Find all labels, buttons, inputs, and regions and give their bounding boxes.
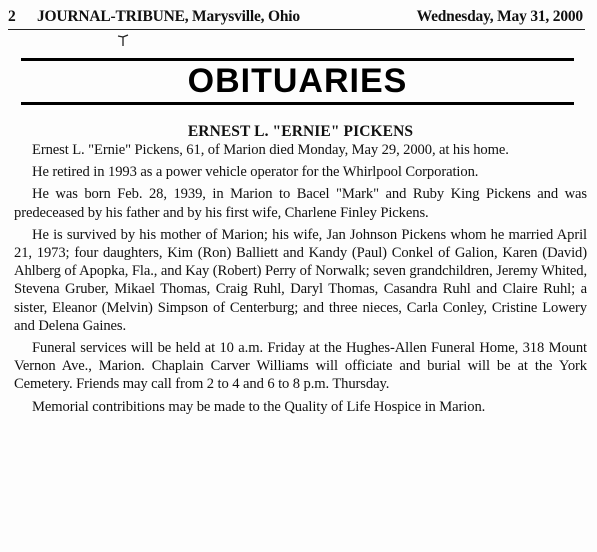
section-title: OBITUARIES	[187, 62, 408, 100]
stray-ink-mark-icon	[117, 33, 129, 47]
masthead	[8, 6, 583, 28]
newspaper-name: JOURNAL-TRIBUNE, Marysville, Ohio	[37, 8, 300, 25]
issue-date: Wednesday, May 31, 2000	[416, 8, 583, 25]
obituary-headline: ERNEST L. "ERNIE" PICKENS	[187, 123, 414, 140]
obituary-paragraph-services: Funeral services will be held at 10 a.m. Friday at the Hughes-Allen Funeral Home, 318 Mount Vernon Ave., Marion. Chaplain Carver Williams will officiate and burial will be at the York Cemetery. Friends may call from 2 to 4 and 6 to 8 p.m. Thursday.	[14, 340, 587, 393]
obituary-article	[14, 122, 587, 420]
masthead-divider	[8, 29, 585, 30]
section-banner	[21, 58, 574, 105]
obituary-paragraph-death-notice: Ernest L. "Ernie" Pickens, 61, of Marion died Monday, May 29, 2000, at his home.	[32, 142, 509, 158]
page-number: 2	[8, 8, 16, 25]
obituary-paragraph-survivors: He is survived by his mother of Marion; his wife, Jan Johnson Pickens whom he married April 21, 1973; four daughters, Kim (Ron) Balliett and Kandy (Paul) Conkel of Galion, Karen (David) Ahlberg of Apopka, Fla., and Kay (Robert) Perry of Norwalk; seven grandchildren, Jeremy Whited, Stevena Gruber, Mikael Thomas, Craig Ruhl, Daryl Thomas, Casandra Ruhl and Claire Ruhl; a sister, Eleanor (Melvin) Simpson of Centerburg; and three nieces, Carla Conley, Cristine Lowery and Delena Gaines.	[14, 226, 587, 334]
obituary-paragraph-birth: He was born Feb. 28, 1939, in Marion to Bacel "Mark" and Ruby King Pickens and was predeceased by his father and by his first wife, Charlene Finley Pickens.	[14, 186, 587, 221]
obituary-paragraph-memorials: Memorial contribitions may be made to the Quality of Life Hospice in Marion.	[32, 398, 486, 415]
obituary-paragraph-career: He retired in 1993 as a power vehicle operator for the Whirlpool Corporation.	[32, 164, 479, 181]
